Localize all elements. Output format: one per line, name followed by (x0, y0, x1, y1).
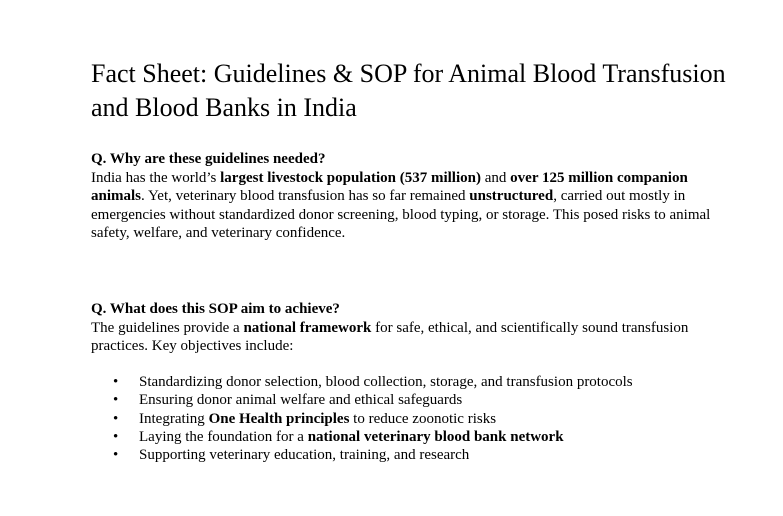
bullet-icon: • (113, 374, 119, 390)
list-item (91, 410, 731, 428)
text-run: Integrating (139, 410, 209, 427)
bold-text: over 125 million companion animals (91, 169, 688, 204)
bold-text: unstructured (469, 188, 554, 204)
bold-text: national framework (243, 319, 372, 336)
bullet-icon: • (113, 410, 119, 427)
question-heading: Q. Why are these guidelines needed? (91, 151, 326, 167)
bold-text: largest livestock population (537 million) (220, 169, 481, 186)
answer-paragraph (91, 319, 731, 356)
text-run: to reduce zoonotic risks (349, 410, 497, 427)
text-run: . Yet, veterinary blood transfusion has so far remained (141, 188, 470, 204)
text-run: Laying the foundation for a (139, 428, 308, 445)
answer-paragraph (91, 169, 731, 243)
list-item (91, 428, 731, 446)
question-heading: Q. What does this SOP aim to achieve? (91, 301, 340, 317)
list-item (91, 446, 731, 464)
bold-text: One Health principles (208, 410, 350, 427)
bold-text: national veterinary blood bank network (307, 428, 564, 445)
text-run: India has the world’s (91, 169, 221, 186)
page-title: Fact Sheet: Guidelines & SOP for Animal Blood Transfusion and Blood Banks in India (91, 59, 726, 122)
section-sop-aim (91, 300, 731, 356)
list-item-text: Supporting veterinary education, training, and research (139, 447, 470, 464)
bullet-icon: • (113, 392, 119, 409)
list-item-text: Standardizing donor selection, blood collection, storage, and transfusion protocols (139, 374, 633, 390)
list-item (91, 391, 731, 409)
text-run: and (480, 169, 511, 186)
list-item (91, 373, 731, 391)
objectives-list (91, 373, 731, 464)
bullet-icon: • (113, 428, 119, 445)
text-run: The guidelines provide a (91, 319, 244, 336)
text-run: , carried out mostly in emergencies without standardized donor screening, blood typing, or storage. This posed risks to animal safety, welfare, and veterinary confidence. (91, 188, 711, 241)
text-run: for safe, ethical, and scientifically sound transfusion practices. Key objectives include: (91, 319, 689, 354)
bullet-icon: • (113, 447, 119, 464)
list-item-text: Ensuring donor animal welfare and ethical safeguards (139, 392, 463, 409)
section-why-needed (91, 150, 731, 243)
